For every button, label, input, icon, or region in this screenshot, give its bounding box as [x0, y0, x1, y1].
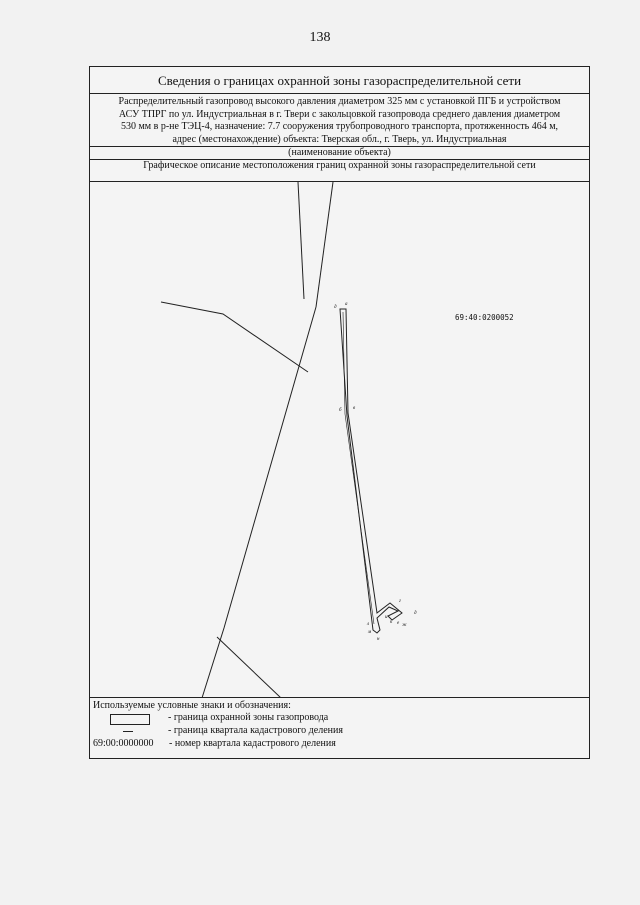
cadastral-boundary-line [161, 302, 308, 372]
cadastral-boundary-line [217, 637, 281, 698]
block-number-sample: 69:00:0000000 [93, 738, 154, 749]
point-label: г [399, 599, 401, 604]
graphic-description-title: Графическое описание местоположения границ охранной зоны газораспределительной сети [90, 160, 589, 182]
object-name-caption: (наименование объекта) [90, 147, 589, 160]
protection-zone-boundary [340, 309, 402, 633]
point-label: а [345, 302, 348, 307]
description-line: адрес (местонахождение) объекта: Тверская обл., г. Тверь, ул. Индустриальная [172, 133, 507, 145]
description-line: АСУ ТПРГ по ул. Индустриальная в г. Твери с закольцовкой газопровода среднего давления диаметром [118, 108, 561, 120]
point-label: и [385, 615, 388, 620]
page-number: 138 [309, 30, 331, 45]
object-description [90, 94, 589, 147]
legend [90, 698, 589, 758]
point-label: д [334, 305, 337, 310]
cadastral-boundary-line [298, 182, 304, 299]
point-label: н [377, 637, 380, 642]
document-title: Сведения о границах охранной зоны газораспределительной сети [90, 67, 589, 94]
legend-item-text: - граница квартала кадастрового деления [168, 725, 343, 736]
point-label: б [339, 408, 342, 413]
legend-item-text: - граница охранной зоны газопровода [168, 712, 329, 723]
gas-pipeline-axis [343, 312, 374, 624]
point-label: д [414, 611, 417, 616]
point-label: м [368, 630, 372, 635]
point-label: л [367, 622, 370, 627]
document-frame [89, 66, 590, 759]
block-boundary-symbol [123, 731, 133, 732]
cadastral-boundary-line [316, 182, 333, 307]
description-line: Распределительный газопровод высокого давления диаметром 325 мм с установкой ПГБ и устройством [118, 96, 561, 107]
point-label: ж [402, 623, 407, 628]
point-label: к [390, 620, 393, 625]
map-drawing [90, 182, 589, 698]
protection-zone-outline [340, 309, 402, 633]
cadastral-block-number: 69:40:0200052 [455, 313, 514, 322]
boundary-map [90, 182, 589, 698]
zone-boundary-symbol [110, 714, 150, 725]
description-line: 530 мм в р-не ТЭЦ-4, назначение: 7.7 сооружения трубопроводного транспорта, протяженность 464 м, [120, 121, 559, 132]
cadastral-block-boundaries [161, 182, 333, 698]
legend-heading: Используемые условные знаки и обозначения: [93, 700, 291, 711]
legend-item-text: - номер квартала кадастрового деления [169, 738, 336, 749]
point-label: е [397, 621, 400, 626]
point-label: в [353, 406, 356, 411]
